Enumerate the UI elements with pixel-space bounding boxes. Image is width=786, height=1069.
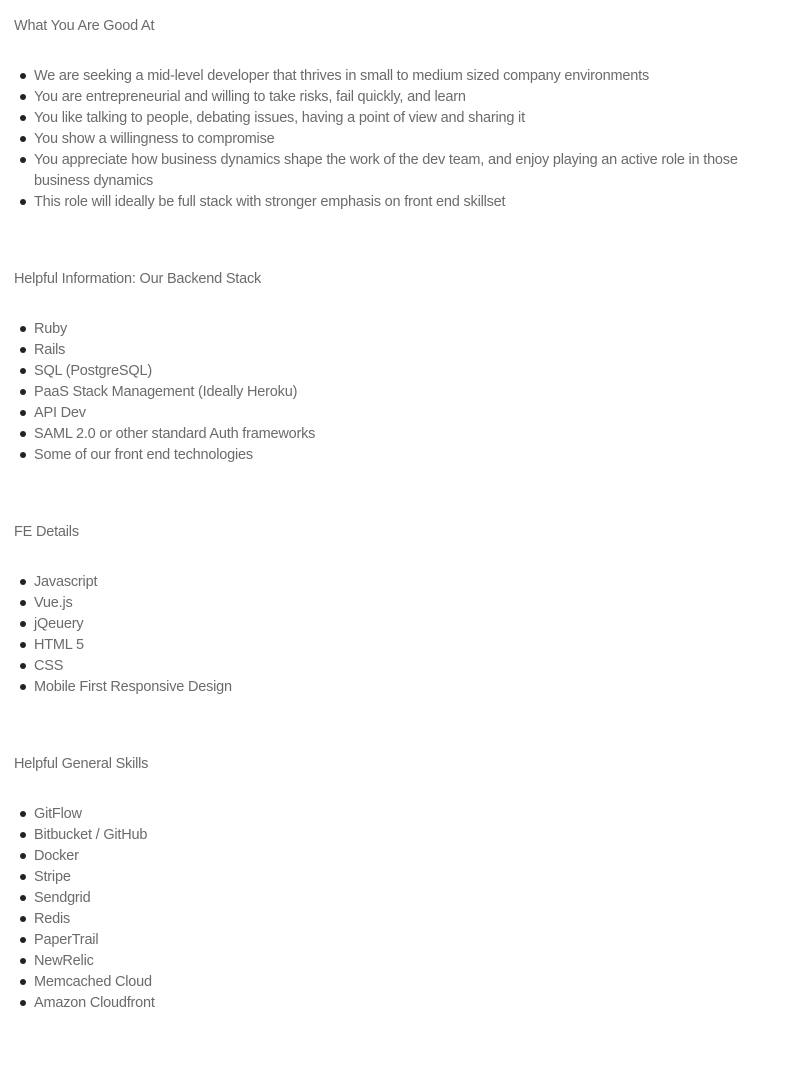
section-general-skills xyxy=(14,754,772,1014)
section-heading: What You Are Good At xyxy=(14,18,155,34)
list-item: Rails xyxy=(34,340,772,361)
list-item: Docker xyxy=(34,846,772,867)
list-item: You like talking to people, debating issues, having a point of view and sharing it xyxy=(34,108,772,129)
section-spacer xyxy=(14,698,772,754)
list-item: This role will ideally be full stack with stronger emphasis on front end skillset xyxy=(34,192,772,213)
list-item: Sendgrid xyxy=(34,888,772,909)
bullet-list xyxy=(14,66,772,213)
list-item: GitFlow xyxy=(34,804,772,825)
list-item: CSS xyxy=(34,656,772,677)
list-item: Vue.js xyxy=(34,593,772,614)
list-item: Memcached Cloud xyxy=(34,972,772,993)
section-spacer xyxy=(14,466,772,522)
bullet-list xyxy=(14,319,772,466)
list-item: Mobile First Responsive Design xyxy=(34,677,772,698)
section-heading: FE Details xyxy=(14,524,79,540)
list-item: Redis xyxy=(34,909,772,930)
list-item: Javascript xyxy=(34,572,772,593)
section-spacer xyxy=(14,213,772,269)
bullet-list xyxy=(14,572,772,698)
list-item: PaperTrail xyxy=(34,930,772,951)
list-item: You appreciate how business dynamics shape the work of the dev team, and enjoy playing an active role in those business dynamics xyxy=(34,150,772,192)
section-backend-stack xyxy=(14,269,772,466)
section-good-at xyxy=(14,16,772,213)
section-fe-details xyxy=(14,522,772,698)
section-heading: Helpful General Skills xyxy=(14,756,149,772)
bullet-list xyxy=(14,804,772,1014)
section-heading: Helpful Information: Our Backend Stack xyxy=(14,271,262,287)
list-item: We are seeking a mid-level developer that thrives in small to medium sized company environments xyxy=(34,66,772,87)
list-item: Amazon Cloudfront xyxy=(34,993,772,1014)
list-item: Bitbucket / GitHub xyxy=(34,825,772,846)
list-item: HTML 5 xyxy=(34,635,772,656)
list-item: Some of our front end technologies xyxy=(34,445,772,466)
list-item: jQeuery xyxy=(34,614,772,635)
list-item: API Dev xyxy=(34,403,772,424)
list-item: Stripe xyxy=(34,867,772,888)
list-item: Ruby xyxy=(34,319,772,340)
list-item: PaaS Stack Management (Ideally Heroku) xyxy=(34,382,772,403)
list-item: You show a willingness to compromise xyxy=(34,129,772,150)
list-item: SAML 2.0 or other standard Auth frameworks xyxy=(34,424,772,445)
list-item: SQL (PostgreSQL) xyxy=(34,361,772,382)
list-item: You are entrepreneurial and willing to take risks, fail quickly, and learn xyxy=(34,87,772,108)
list-item: NewRelic xyxy=(34,951,772,972)
